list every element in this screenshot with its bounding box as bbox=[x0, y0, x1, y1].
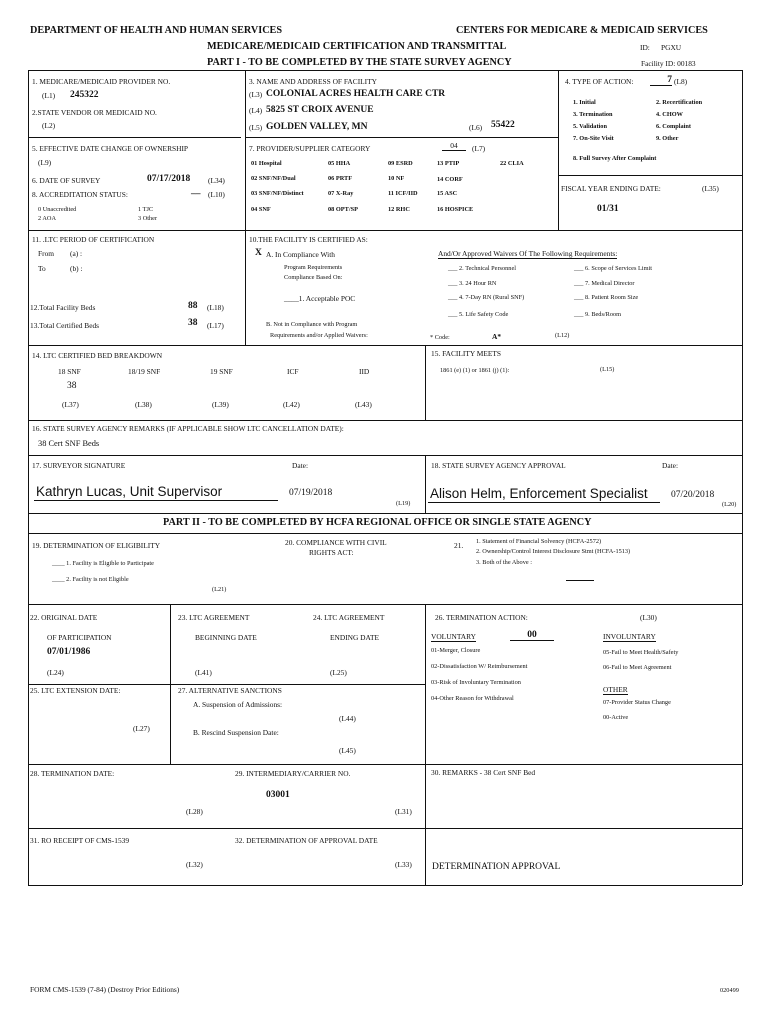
rule bbox=[28, 420, 742, 421]
beginning-date-label: BEGINNING DATE bbox=[195, 633, 257, 642]
other-option: 07-Provider Status Change bbox=[603, 699, 671, 706]
accreditation-label: 8. ACCREDITATION STATUS: bbox=[32, 190, 128, 199]
l19-code: (L19) bbox=[396, 500, 411, 507]
l6-code: (L6) bbox=[469, 123, 483, 132]
certified-beds-value: 38 bbox=[188, 318, 198, 328]
rule bbox=[28, 885, 742, 886]
category-option: 11 ICF/IID bbox=[388, 190, 418, 197]
acceptable-poc: ____1. Acceptable POC bbox=[284, 294, 356, 303]
rule bbox=[425, 764, 426, 885]
s21-label: 21. bbox=[454, 541, 464, 550]
requirement-item: ___ 9. Beds/Room bbox=[574, 311, 622, 318]
bed-breakdown-label: 14. LTC CERTIFIED BED BREAKDOWN bbox=[32, 351, 163, 360]
surveyor-signature: Kathryn Lucas, Unit Supervisor bbox=[36, 484, 223, 499]
form-number: FORM CMS-1539 (7-84) (Destroy Prior Editions) bbox=[30, 985, 180, 994]
l7-code: (L7) bbox=[472, 144, 486, 153]
rule bbox=[28, 513, 742, 514]
ro-receipt-label: 31. RO RECEIPT OF CMS-1539 bbox=[30, 836, 130, 845]
bed-code: (L39) bbox=[212, 400, 229, 409]
termination-action-label: 26. TERMINATION ACTION: bbox=[435, 613, 528, 622]
category-option: 04 SNF bbox=[251, 206, 271, 213]
suspension-admissions: A. Suspension of Admissions: bbox=[193, 700, 283, 709]
compliance-a: A. In Compliance With bbox=[266, 250, 335, 259]
l30-code: (L30) bbox=[640, 613, 657, 622]
rule bbox=[28, 604, 742, 605]
bed-column: ICF bbox=[287, 367, 299, 376]
rule bbox=[170, 604, 171, 684]
rule bbox=[28, 455, 742, 456]
ltc-period-label: 11. .LTC PERIOD OF CERTIFICATION bbox=[32, 235, 155, 244]
category-option: 02 SNF/NF/Dual bbox=[251, 175, 296, 182]
l1-code: (L1) bbox=[42, 91, 56, 100]
action-option: 2. Recertification bbox=[656, 99, 703, 106]
approval-date-label: 32. DETERMINATION OF APPROVAL DATE bbox=[235, 836, 378, 845]
eligibility-label: 19. DETERMINATION OF ELIGIBILITY bbox=[32, 541, 161, 550]
termination-date-label: 28. TERMINATION DATE: bbox=[30, 769, 115, 778]
provider-category-value: 04 bbox=[442, 141, 466, 151]
intermediary-value: 03001 bbox=[266, 790, 290, 800]
requirement-item: ___ 3. 24 Hour RN bbox=[448, 280, 497, 287]
l21-code: (L21) bbox=[212, 586, 227, 593]
l35-code: (L35) bbox=[702, 184, 719, 193]
agency-date-label: Date: bbox=[662, 461, 679, 470]
l4-code: (L4) bbox=[249, 106, 263, 115]
bed-column: 19 SNF bbox=[210, 367, 233, 376]
category-option: 12 RHC bbox=[388, 206, 410, 213]
rule bbox=[28, 230, 742, 231]
rule bbox=[742, 70, 743, 885]
voluntary-option: 03-Risk of Involuntary Termination bbox=[431, 679, 521, 686]
facility-street: 5825 ST CROIX AVENUE bbox=[266, 105, 374, 115]
category-option: 15 ASC bbox=[437, 190, 458, 197]
rule bbox=[28, 828, 742, 829]
type-of-action-value: 7 bbox=[650, 75, 672, 86]
l9-code: (L9) bbox=[38, 158, 52, 167]
requirement-item: ___ 4. 7-Day RN (Rural SNF) bbox=[448, 294, 525, 301]
bed-code: (L42) bbox=[283, 400, 300, 409]
accreditation-option: 3 Other bbox=[138, 215, 158, 222]
intermediary-label: 29. INTERMEDIARY/CARRIER NO. bbox=[235, 769, 351, 778]
total-beds-value: 88 bbox=[188, 301, 198, 311]
l25-code: (L25) bbox=[330, 668, 347, 677]
surveyor-date-label: Date: bbox=[292, 461, 309, 470]
form-title: MEDICARE/MEDICAID CERTIFICATION AND TRANSMITTAL bbox=[207, 41, 507, 52]
voluntary-heading: VOLUNTARY bbox=[431, 632, 476, 641]
rescind-suspension: B. Rescind Suspension Date: bbox=[193, 728, 279, 737]
accreditation-option: 2 AOA bbox=[38, 215, 57, 222]
civil-rights-label-2: RIGHTS ACT: bbox=[309, 548, 354, 557]
s21-option: 3. Both of the Above : bbox=[476, 559, 532, 566]
l18-code: (L18) bbox=[207, 303, 224, 312]
remarks-value: 38 Cert SNF Beds bbox=[38, 439, 100, 448]
voluntary-option: 02-Dissatisfaction W/ Reimbursement bbox=[431, 663, 528, 670]
department-title: DEPARTMENT OF HEALTH AND HUMAN SERVICES bbox=[30, 25, 283, 36]
rule bbox=[558, 70, 559, 230]
l32-code: (L32) bbox=[186, 860, 203, 869]
bed-column: 18 SNF bbox=[58, 367, 81, 376]
termination-value: 00 bbox=[510, 630, 554, 641]
signature-line bbox=[428, 502, 660, 503]
rule bbox=[28, 70, 742, 71]
ltc-extension-label: 25. LTC EXTENSION DATE: bbox=[30, 686, 121, 695]
agency-date: 07/20/2018 bbox=[671, 490, 715, 500]
requirement-item: ___ 2. Technical Personnel bbox=[448, 265, 516, 272]
not-in-compliance: B. Not in Compliance with Program bbox=[266, 321, 358, 328]
cms-title: CENTERS FOR MEDICARE & MEDICAID SERVICES bbox=[456, 25, 708, 36]
bed-code: (L38) bbox=[135, 400, 152, 409]
l5-code: (L5) bbox=[249, 123, 263, 132]
determination-approval: DETERMINATION APPROVAL bbox=[432, 862, 561, 872]
alternative-sanctions-label: 27. ALTERNATIVE SANCTIONS bbox=[178, 686, 282, 695]
s21-option: 2. Ownership/Control Interest Disclosure Stmt (HCFA-1513) bbox=[476, 548, 631, 555]
code-label: * Code: bbox=[430, 334, 450, 341]
category-option: 16 HOSPICE bbox=[437, 206, 474, 213]
code-value: A* bbox=[492, 332, 502, 341]
rule bbox=[425, 604, 426, 764]
eligibility-option: ____ 2. Facility is not Eligible bbox=[52, 576, 129, 583]
facility-id: Facility ID: 00183 bbox=[641, 59, 696, 68]
l12-code: (L12) bbox=[555, 332, 570, 339]
rule bbox=[28, 533, 742, 534]
category-option: 05 HHA bbox=[328, 160, 351, 167]
category-option: 06 PRTF bbox=[328, 175, 353, 182]
surveyor-date: 07/19/2018 bbox=[289, 488, 333, 498]
l17-code: (L17) bbox=[207, 321, 224, 330]
action-option: 6. Complaint bbox=[656, 123, 691, 130]
category-option: 01 Hospital bbox=[251, 160, 282, 167]
waivers-heading: And/Or Approved Waivers Of The Following Requirements: bbox=[438, 249, 618, 258]
bed-column: 18/19 SNF bbox=[128, 367, 161, 376]
agency-signature: Alison Helm, Enforcement Specialist bbox=[430, 486, 648, 501]
original-date-value: 07/01/1986 bbox=[47, 647, 91, 657]
original-date-sub: OF PARTICIPATION bbox=[47, 633, 112, 642]
rule bbox=[425, 345, 426, 420]
compliance-based-on: Compliance Based On: bbox=[284, 274, 343, 281]
involuntary-option: 05-Fail to Meet Health/Safety bbox=[603, 649, 679, 656]
rule bbox=[28, 345, 742, 346]
rule bbox=[245, 137, 558, 138]
ownership-change-label: 5. EFFECTIVE DATE CHANGE OF OWNERSHIP bbox=[32, 144, 189, 153]
l45-code: (L45) bbox=[339, 746, 356, 755]
category-option: 03 SNF/NF/Distinct bbox=[251, 190, 304, 197]
action-option: 9. Other bbox=[656, 135, 679, 142]
involuntary-heading: INVOLUNTARY bbox=[603, 632, 656, 641]
survey-date-label: 6. DATE OF SURVEY bbox=[32, 176, 101, 185]
ltc-agreement-end-label: 24. LTC AGREEMENT bbox=[313, 613, 385, 622]
l41-code: (L41) bbox=[195, 668, 212, 677]
accreditation-option: 0 Unaccredited bbox=[38, 206, 77, 213]
facility-zip: 55422 bbox=[491, 120, 515, 130]
s21-option: 1. Statement of Financial Solvency (HCFA-2572) bbox=[476, 538, 602, 545]
rule bbox=[245, 70, 246, 230]
l28-code: (L28) bbox=[186, 807, 203, 816]
to-b: (b) : bbox=[70, 264, 83, 273]
l2-code: (L2) bbox=[42, 121, 56, 130]
accreditation-option: 1 TJC bbox=[138, 206, 154, 213]
type-of-action-label: 4. TYPE OF ACTION: bbox=[565, 77, 634, 86]
fiscal-year-label: FISCAL YEAR ENDING DATE: bbox=[561, 184, 661, 193]
facility-meets-label: 15. FACILITY MEETS bbox=[431, 349, 502, 358]
accreditation-value: __ bbox=[191, 186, 201, 196]
voluntary-option: 04-Other Reason for Withdrawal bbox=[431, 695, 514, 702]
action-option: 4. CHOW bbox=[656, 111, 683, 118]
l31-code: (L31) bbox=[395, 807, 412, 816]
rule bbox=[28, 137, 241, 138]
facility-name-label: 3. NAME AND ADDRESS OF FACILITY bbox=[249, 77, 377, 86]
bed-code: (L37) bbox=[62, 400, 79, 409]
l8-code: (L8) bbox=[674, 77, 688, 86]
form-code: 020499 bbox=[720, 987, 739, 994]
certified-as-label: 10.THE FACILITY IS CERTIFIED AS: bbox=[249, 235, 368, 244]
rule bbox=[28, 764, 742, 765]
action-option-8: 8. Full Survey After Complaint bbox=[573, 155, 657, 162]
requirement-item: ___ 7. Medical Director bbox=[574, 280, 635, 287]
program-requirements: Program Requirements bbox=[284, 264, 343, 271]
category-option: 22 CLIA bbox=[500, 160, 524, 167]
survey-date-value: 07/17/2018 bbox=[147, 174, 191, 184]
surveyor-signature-label: 17. SURVEYOR SIGNATURE bbox=[32, 461, 126, 470]
rule bbox=[558, 175, 742, 176]
compliance-mark: X bbox=[255, 248, 262, 258]
requirement-item: ___ 8. Patient Room Size bbox=[574, 294, 639, 301]
id-value: PGXU bbox=[661, 43, 682, 52]
voluntary-option: 01-Merger, Closure bbox=[431, 647, 481, 654]
facility-name: COLONIAL ACRES HEALTH CARE CTR bbox=[266, 89, 446, 99]
requirement-item: ___ 6. Scope of Services Limit bbox=[574, 265, 652, 272]
bed-code: (L43) bbox=[355, 400, 372, 409]
l44-code: (L44) bbox=[339, 714, 356, 723]
l34-code: (L34) bbox=[208, 176, 225, 185]
l20-code: (L20) bbox=[722, 501, 737, 508]
remarks-30-label: 30. REMARKS - 38 Cert SNF Bed bbox=[431, 768, 536, 777]
other-heading: OTHER bbox=[603, 685, 628, 694]
vendor-no-label: 2.STATE VENDOR OR MEDICAID NO. bbox=[32, 108, 157, 117]
provider-no-label: 1. MEDICARE/MEDICAID PROVIDER NO. bbox=[32, 77, 171, 86]
requirement-item: ___ 5. Life Safety Code bbox=[448, 311, 509, 318]
facility-meets-text: 1861 (e) (1) or 1861 (j) (1): bbox=[440, 367, 510, 374]
certified-beds-label: 13.Total Certified Beds bbox=[30, 321, 100, 330]
rule bbox=[28, 684, 425, 685]
category-option: 10 NF bbox=[388, 175, 405, 182]
rule bbox=[28, 70, 29, 885]
action-option: 5. Validation bbox=[573, 123, 607, 130]
other-option: 00-Active bbox=[603, 714, 629, 721]
rule bbox=[245, 230, 246, 345]
from-label: From bbox=[38, 249, 55, 258]
action-option: 1. Initial bbox=[573, 99, 596, 106]
eligibility-option: ____ 1. Facility is Eligible to Participate bbox=[52, 560, 154, 567]
category-option: 08 OPT/SP bbox=[328, 206, 358, 213]
from-a: (a) : bbox=[70, 249, 83, 258]
rule bbox=[425, 455, 426, 513]
to-label: To bbox=[38, 264, 46, 273]
part2-title: PART II - TO BE COMPLETED BY HCFA REGIONAL OFFICE OR SINGLE STATE AGENCY bbox=[163, 517, 592, 528]
facility-city: GOLDEN VALLEY, MN bbox=[266, 122, 368, 132]
blank-line bbox=[566, 580, 594, 581]
snf-bed-value: 38 bbox=[67, 381, 77, 391]
applied-waivers: Requirements and/or Applied Waivers: bbox=[270, 332, 368, 339]
category-option: 14 CORF bbox=[437, 176, 463, 183]
l10-code: (L10) bbox=[208, 190, 225, 199]
civil-rights-label: 20. COMPLIANCE WITH CIVIL bbox=[285, 538, 387, 547]
signature-line bbox=[34, 500, 278, 501]
involuntary-option: 06-Fail to Meet Agreement bbox=[603, 664, 672, 671]
action-option: 7. On-Site Visit bbox=[573, 135, 614, 142]
l27-code: (L27) bbox=[133, 724, 150, 733]
l3-code: (L3) bbox=[249, 90, 263, 99]
agency-approval-label: 18. STATE SURVEY AGENCY APPROVAL bbox=[431, 461, 566, 470]
remarks-label: 16. STATE SURVEY AGENCY REMARKS (IF APPLICABLE SHOW LTC CANCELLATION DATE): bbox=[32, 424, 344, 433]
id-label: ID: bbox=[640, 43, 650, 52]
l15-code: (L15) bbox=[600, 366, 615, 373]
original-date-label: 22. ORIGINAL DATE bbox=[30, 613, 98, 622]
category-option: 13 PTIP bbox=[437, 160, 460, 167]
part1-title: PART I - TO BE COMPLETED BY THE STATE SURVEY AGENCY bbox=[207, 57, 512, 68]
ending-date-label: ENDING DATE bbox=[330, 633, 380, 642]
provider-category-label: 7. PROVIDER/SUPPLIER CATEGORY bbox=[249, 144, 371, 153]
provider-no-value: 245322 bbox=[70, 90, 99, 100]
ltc-agreement-begin-label: 23. LTC AGREEMENT bbox=[178, 613, 250, 622]
fiscal-year-value: 01/31 bbox=[597, 204, 619, 214]
category-option: 09 ESRD bbox=[388, 160, 413, 167]
l24-code: (L24) bbox=[47, 668, 64, 677]
rule bbox=[170, 684, 171, 764]
category-option: 07 X-Ray bbox=[328, 190, 354, 197]
total-beds-label: 12.Total Facility Beds bbox=[30, 303, 96, 312]
l33-code: (L33) bbox=[395, 860, 412, 869]
action-option: 3. Termination bbox=[573, 111, 613, 118]
bed-column: IID bbox=[359, 367, 370, 376]
